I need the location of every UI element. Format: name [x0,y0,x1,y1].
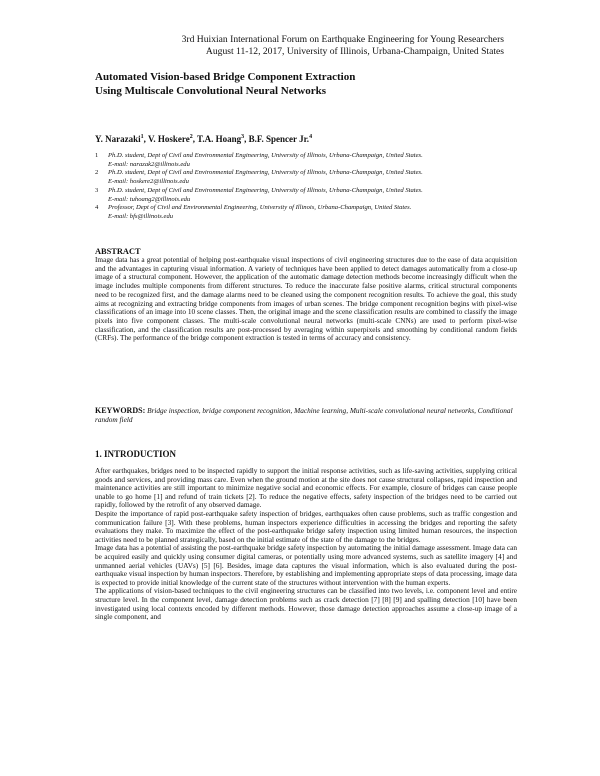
keywords [95,406,517,424]
affiliation-item [95,187,520,204]
paragraph: Despite the importance of rapid post-earthquake safety inspection of bridges, earthquakes often cause problems, such as traffic congestion and communication failure [3]. With these problems, human inspectors experience difficulties in accessing the bridges and reporting the safety evaluations they make. To maximize the effect of the post-earthquake bridge safety inspection using limited human resources, the inspection activities need to be planned strategically, based on the initial estimate of the state of the damage to the bridges. [95,508,517,544]
affiliation-text: Ph.D. student, Dept of Civil and Environmental Engineering, University of Illinois, Urbana-Champaign, United States. [108,169,423,177]
author-name: Y. Narazaki [95,134,141,144]
author-name: B.F. Spencer Jr. [248,134,310,144]
title-line-2: Using Multiscale Convolutional Neural Networks [95,85,326,97]
affiliation-email: E-mail: tuhoang2@illinois.edu [108,195,191,203]
author-sup: 1 [140,134,144,140]
affiliation-email: E-mail: hoskere2@illinois.edu [108,178,189,186]
affiliation-email: E-mail: bfs@illinois.edu [108,212,174,220]
affiliation-item [95,152,520,169]
affiliation-email: E-mail: narazak2@illinois.edu [108,160,190,168]
affiliation-number: 1 [95,152,99,159]
keywords-text: Bridge inspection, bridge component recognition, Machine learning, Multi-scale convolutional neural networks, Conditional random field [95,406,513,424]
affiliation-text: Ph.D. student, Dept of Civil and Environmental Engineering, University of Illinois, Urbana-Champaign, United States. [108,186,423,194]
abstract-heading: ABSTRACT [95,247,141,256]
affiliation-number: 2 [95,169,99,177]
author-sup: 2 [189,134,193,140]
author-name: T.A. Hoang [197,134,242,144]
affiliation-number: 4 [95,204,99,212]
affiliation-list [95,152,520,222]
paragraph: After earthquakes, bridges need to be inspected rapidly to support the initial response activities, such as life-saving activities, supplying critical goods and services, and providing mass care. Even when the ground motion at the site does not cause structural collapses, rapid inspection and maintenance activities are still important to minimize negative social and economic effects. For example, closure of bridges can cause people unable to go home [1] and refund of train tickets [2]. To reduce the negative effects, safety inspection of the bridges need to be carried out rapidly, followed by the retrofit of any observed damage. [95,466,517,510]
abstract-body: Image data has a great potential of helping post-earthquake visual inspections of civil engineering structures due to the ease of data acquisition and the advantages in capturing visual information. A variety of techniques have been applied to detect damages automatically from a close-up image of a structural component. However, the application of the automatic damage detection methods become increasingly difficult when the image includes multiple components from different structures. To reduce the inaccurate false positive alarms, critical structural components need to be recognized first, and the damage alarms need to be cleaned using the component recognition results. To achieve the goal, this study aims at recognizing and extracting bridge components from images of urban scenes. The bridge component recognition begins with pixel-wise classifications of an image into 10 scene classes. Then, the original image and the scene classification results are combined to classify the image pixels into five component classes. The multi-scale convolutional neural networks (multi-scale CNNs) are used to perform pixel-wise classification, and the classification results are post-processed by averaging within superpixels and smoothing by conditional random fields (CRFs). The performance of the bridge component extraction is tested in terms of accuracy and consistency. [95,255,517,343]
author-sup: 3 [241,134,245,140]
affiliation-number: 3 [95,186,99,194]
author-name: V. Hoskere [148,134,190,144]
paragraph: Image data has a potential of assisting the post-earthquake bridge safety inspection by automating the initial damage assessment. Image data can be acquired easily and quickly using consumer digital cameras, or potentially using more advanced systems, such as satellite imagery [4] and unmanned aerial vehicles (UAVs) [5] [6]. Besides, image data captures the visual information, which is also evaluated during the post-earthquake visual inspection by human inspectors. Therefore, by establishing and implementing appropriate steps of data processing, image data is expected to provide initial knowledge of the current state of the structures without intervention with the human experts. [95,543,517,587]
keywords-label: KEYWORDS: [95,406,146,415]
author-sup: 4 [309,134,313,140]
section-heading: 1. INTRODUCTION [95,449,177,459]
conference-header [84,34,504,58]
conference-line-2: August 11-12, 2017, University of Illinois, Urbana-Champaign, United States [205,46,504,57]
author-list: Y. Narazaki$^1$, V. Hoskere$^2$, T.A. Hoang$^3$, B.F. Spencer Jr.$^4$ [95,134,313,144]
affiliation-item [95,169,520,186]
title-line-1: Automated Vision-based Bridge Component Extraction [95,71,356,83]
affiliation-text: Professor, Dept of Civil and Environmental Engineering, University of Illinois, Urbana-Champaign, United States. [108,204,412,212]
affiliation-item [95,204,520,221]
affiliation-text: Ph.D. student, Dept of Civil and Environmental Engineering, University of Illinois, Urbana-Champaign, United States. [108,152,423,159]
introduction-body [95,467,517,622]
paper-title [95,70,515,98]
paragraph: The applications of vision-based techniques to the civil engineering structures can be classified into two levels, i.e. component level and entire structure level. In the component level, damage detection problems such as crack detection [7] [8] [9] and spalling detection [10] have been investigated using local contexts encoded by different methods. However, those damage detection approaches assume a close-up image of a single component, and [95,586,517,622]
conference-line-1: 3rd Huixian International Forum on Earthquake Engineering for Young Researchers [181,34,504,45]
